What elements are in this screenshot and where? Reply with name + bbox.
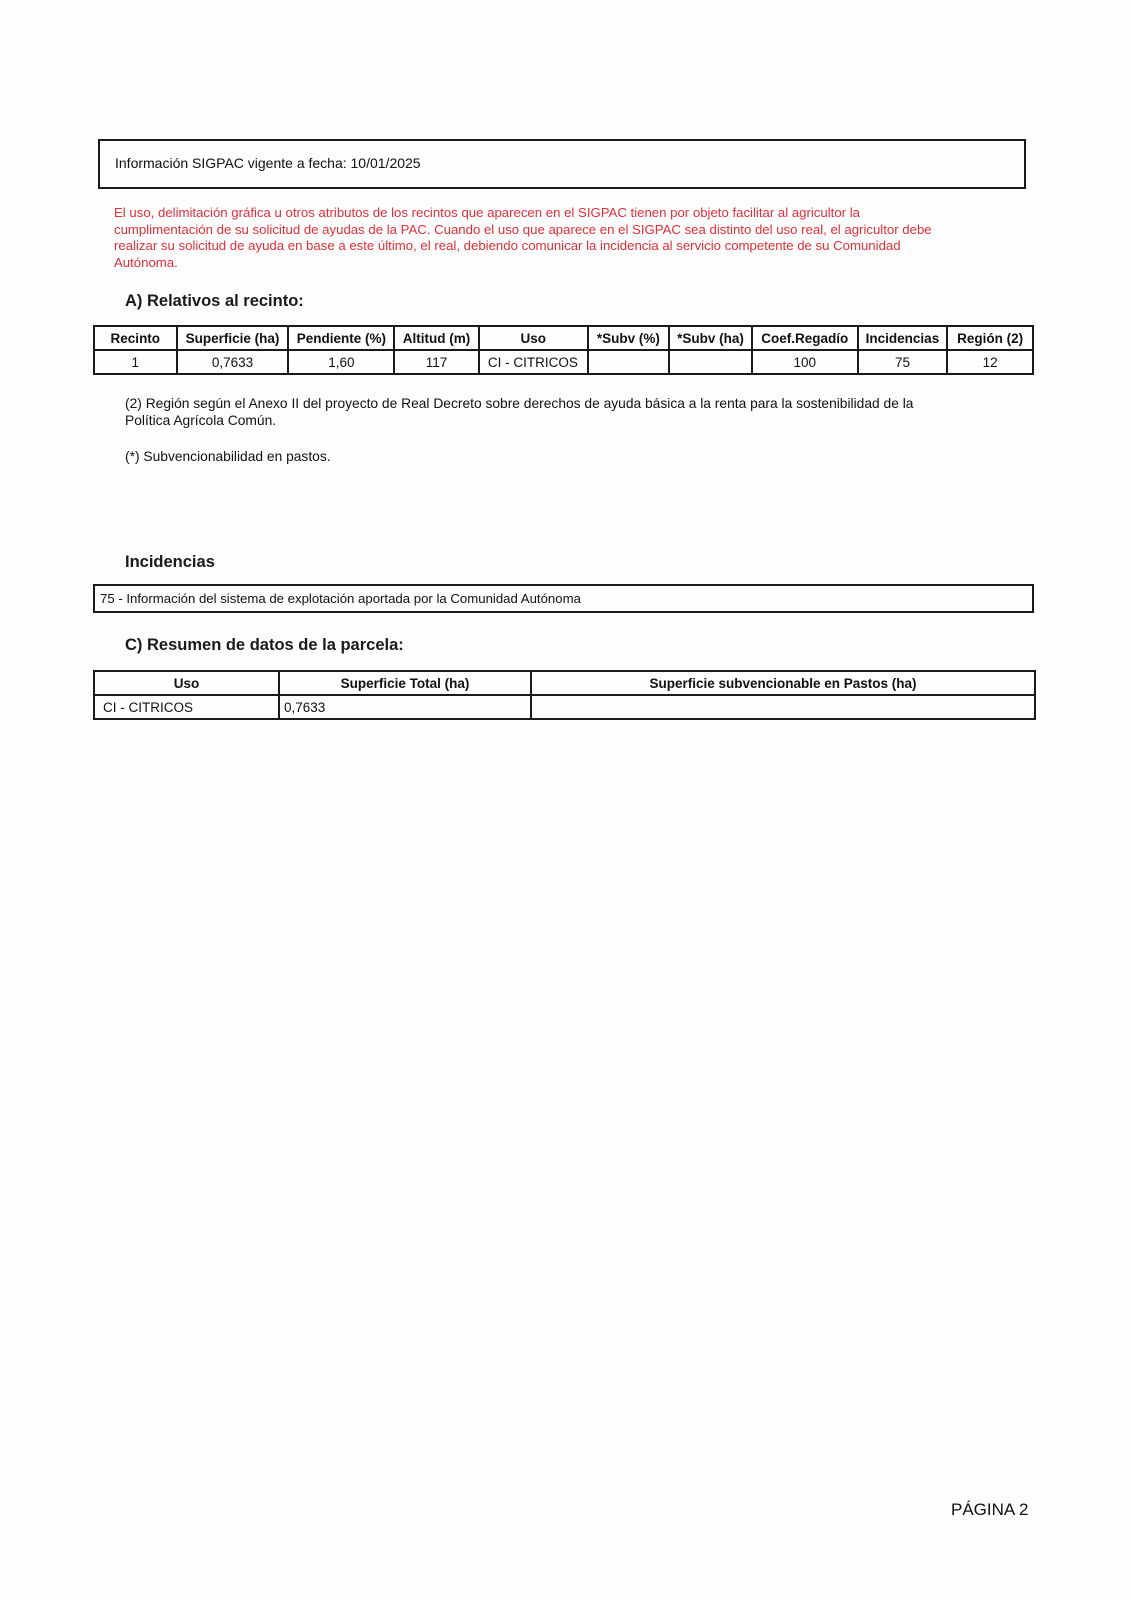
cell-subv-pct (588, 350, 670, 374)
subv-note: (*) Subvencionabilidad en pastos. (125, 449, 331, 464)
page-number: PÁGINA 2 (951, 1500, 1029, 1519)
section-c-title: C) Resumen de datos de la parcela: (125, 636, 404, 654)
cell-subv-ha (669, 350, 752, 374)
sigpac-warning-text (114, 205, 1026, 271)
col-header: *Subv (ha) (669, 326, 752, 350)
col-header: Superficie subvencionable en Pastos (ha) (531, 671, 1035, 695)
cell-pendiente: 1,60 (288, 350, 394, 374)
cell-uso: CI - CITRICOS (479, 350, 588, 374)
cell-recinto: 1 (94, 350, 177, 374)
col-header: Uso (94, 671, 279, 695)
resumen-table (93, 670, 1036, 720)
cell-superficie-total: 0,7633 (279, 695, 531, 719)
col-header: Coef.Regadío (752, 326, 858, 350)
cell-altitud: 117 (394, 350, 479, 374)
cell-superficie: 0,7633 (177, 350, 289, 374)
col-header: Región (2) (947, 326, 1033, 350)
col-header: Incidencias (858, 326, 948, 350)
col-header: Pendiente (%) (288, 326, 394, 350)
warning-line: cumplimentación de su solicitud de ayudas de la PAC. Cuando el uso que aparece en el SIGPAC sea distinto del uso real, el agricultor debe (114, 221, 932, 237)
recinto-table (93, 325, 1034, 375)
col-header: *Subv (%) (588, 326, 670, 350)
recinto-table-header (94, 326, 1033, 350)
table-row (94, 350, 1033, 374)
cell-uso: CI - CITRICOS (94, 695, 279, 719)
cell-superficie-pastos (531, 695, 1035, 719)
warning-line: realizar su solicitud de ayuda en base a este último, el real, debiendo comunicar la incidencia al servicio competente de su Comunidad (114, 238, 901, 253)
col-header: Superficie (ha) (177, 326, 289, 350)
warning-line: El uso, delimitación gráfica u otros atributos de los recintos que aparecen en el SIGPAC tienen por objeto facilitar al agricultor la (114, 205, 860, 220)
table-row (94, 695, 1035, 719)
region-note-line: Política Agrícola Común. (125, 413, 277, 428)
col-header: Superficie Total (ha) (279, 671, 531, 695)
region-note (125, 395, 913, 429)
section-a-title: A) Relativos al recinto: (125, 292, 304, 310)
col-header: Recinto (94, 326, 177, 350)
cell-region: 12 (947, 350, 1033, 374)
incidencias-box (93, 584, 1034, 613)
cell-coef-regadio: 100 (752, 350, 858, 374)
warning-line: Autónoma. (114, 254, 178, 270)
sigpac-date-text: Información SIGPAC vigente a fecha: 10/01/2025 (115, 155, 421, 171)
col-header: Altitud (m) (394, 326, 479, 350)
sigpac-info-box (98, 139, 1026, 189)
incidencias-title: Incidencias (125, 553, 215, 571)
region-note-line: (2) Región según el Anexo II del proyecto de Real Decreto sobre derechos de ayuda básica a la renta para la sostenibilidad de la (125, 396, 914, 411)
cell-incidencias: 75 (858, 350, 948, 374)
resumen-table-header (94, 671, 1035, 695)
incidencia-text: 75 - Información del sistema de explotación aportada por la Comunidad Autónoma (100, 591, 581, 606)
col-header: Uso (479, 326, 588, 350)
